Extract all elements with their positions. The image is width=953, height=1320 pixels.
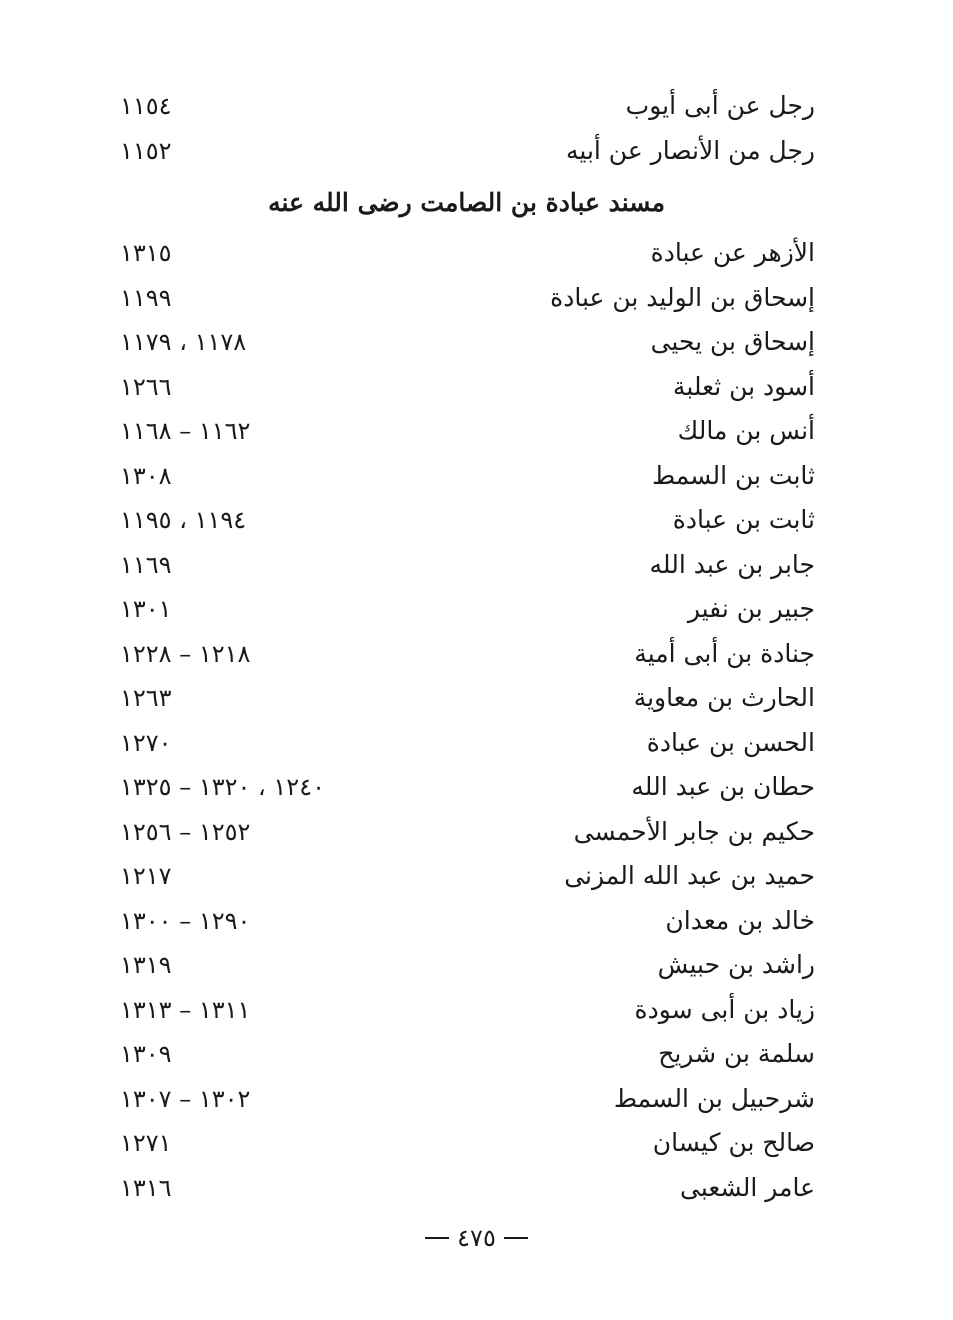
index-row bbox=[115, 632, 815, 677]
hadith-numbers: ١٢٩٠ – ١٣٠٠ bbox=[120, 906, 251, 935]
hadith-numbers: ١١٩٩ bbox=[120, 283, 172, 312]
section-heading-row bbox=[115, 173, 815, 231]
hadith-numbers: ١٣٠٩ bbox=[120, 1040, 172, 1068]
narrator-name: جنادة بن أبى أمية bbox=[634, 638, 815, 668]
narrator-name: الحسن بن عبادة bbox=[646, 727, 815, 757]
index-row bbox=[115, 854, 815, 899]
index-row bbox=[115, 1166, 815, 1211]
hadith-numbers: ١٢٧١ bbox=[120, 1129, 172, 1157]
index-row bbox=[115, 129, 815, 174]
index-row bbox=[115, 231, 815, 276]
hadith-numbers: ١١٦٢ – ١١٦٨ bbox=[120, 417, 251, 445]
narrator-name: الحارث بن معاوية bbox=[633, 683, 815, 712]
index-row bbox=[115, 365, 815, 410]
hadith-numbers: ١٣٠٨ bbox=[120, 461, 172, 490]
narrator-name: أنس بن مالك bbox=[677, 416, 815, 445]
index-row bbox=[115, 320, 815, 365]
footer-dash-left bbox=[425, 1237, 449, 1239]
narrator-name: حكيم بن جابر الأحمسى bbox=[573, 816, 815, 846]
narrator-name: عامر الشعبى bbox=[680, 1172, 815, 1202]
index-row bbox=[115, 276, 815, 321]
hadith-numbers: ١٢٥٢ – ١٢٥٦ bbox=[120, 817, 251, 846]
section-heading: مسند عبادة بن الصامت رضى الله عنه bbox=[268, 188, 665, 217]
hadith-numbers: ١٣١٦ bbox=[120, 1173, 172, 1202]
hadith-numbers: ١٣١٥ bbox=[120, 239, 172, 267]
narrator-name: إسحاق بن يحيى bbox=[650, 327, 815, 356]
index-row bbox=[115, 988, 815, 1033]
narrator-name: صالح بن كيسان bbox=[652, 1128, 815, 1157]
hadith-numbers: ١١٥٢ bbox=[120, 136, 172, 165]
index-row bbox=[115, 1077, 815, 1122]
index-row bbox=[115, 899, 815, 944]
narrator-name: راشد بن حبيش bbox=[657, 950, 815, 979]
hadith-numbers: ١٢٦٦ bbox=[120, 372, 172, 401]
footer-dash-right bbox=[504, 1237, 528, 1239]
hadith-numbers: ١٢٦٣ bbox=[120, 684, 172, 712]
index-row bbox=[115, 454, 815, 499]
index-row bbox=[115, 810, 815, 855]
narrator-name: زياد بن أبى سودة bbox=[634, 994, 815, 1024]
narrator-name: حميد بن عبد الله المزنى bbox=[564, 861, 815, 890]
index-row bbox=[115, 676, 815, 721]
index-row bbox=[115, 498, 815, 543]
hadith-numbers: ١٢٤٠ ، ١٣٢٠ – ١٣٢٥ bbox=[120, 773, 325, 801]
narrator-name: رجل من الأنصار عن أبيه bbox=[566, 135, 815, 165]
narrator-name: خالد بن معدان bbox=[665, 905, 815, 935]
index-row bbox=[115, 1121, 815, 1166]
hadith-numbers: ١٢١٨ – ١٢٢٨ bbox=[120, 639, 251, 668]
narrator-name: رجل عن أبى أيوب bbox=[625, 91, 815, 120]
page-footer bbox=[0, 1222, 953, 1252]
narrator-name: ثابت بن عبادة bbox=[672, 505, 815, 534]
index-row bbox=[115, 943, 815, 988]
narrator-name: شرحبيل بن السمط bbox=[613, 1083, 815, 1113]
index-row bbox=[115, 543, 815, 588]
hadith-numbers: ١٣١١ – ١٣١٣ bbox=[120, 995, 251, 1024]
hadith-numbers: ١١٦٩ bbox=[120, 550, 172, 579]
index-row bbox=[115, 409, 815, 454]
index-row bbox=[115, 721, 815, 766]
narrator-name: حطان بن عبد الله bbox=[631, 772, 815, 801]
narrator-name: جابر بن عبد الله bbox=[649, 549, 815, 579]
page-number: ٤٧٥ bbox=[457, 1223, 496, 1252]
index-row bbox=[115, 84, 815, 129]
hadith-numbers: ١١٩٤ ، ١١٩٥ bbox=[120, 506, 247, 534]
narrator-name: ثابت بن السمط bbox=[651, 460, 815, 490]
index-row bbox=[115, 765, 815, 810]
narrator-name: جبير بن نفير bbox=[687, 594, 815, 623]
hadith-numbers: ١٢١٧ bbox=[120, 862, 172, 890]
hadith-numbers: ١١٥٤ bbox=[120, 92, 172, 120]
index-row bbox=[115, 587, 815, 632]
narrator-name: سلمة بن شريح bbox=[658, 1039, 815, 1068]
hadith-numbers: ١٢٧٠ bbox=[120, 728, 172, 757]
hadith-numbers: ١٣٠١ bbox=[120, 595, 172, 623]
narrator-name: إسحاق بن الوليد بن عبادة bbox=[550, 282, 815, 312]
index-row bbox=[115, 1032, 815, 1077]
hadith-numbers: ١٣١٩ bbox=[120, 951, 172, 979]
hadith-numbers: ١١٧٨ ، ١١٧٩ bbox=[120, 328, 247, 356]
narrator-name: أسود بن ثعلبة bbox=[672, 371, 815, 401]
narrator-name: الأزهر عن عبادة bbox=[650, 238, 815, 267]
index-entries bbox=[115, 84, 815, 1210]
hadith-numbers: ١٣٠٢ – ١٣٠٧ bbox=[120, 1084, 251, 1113]
